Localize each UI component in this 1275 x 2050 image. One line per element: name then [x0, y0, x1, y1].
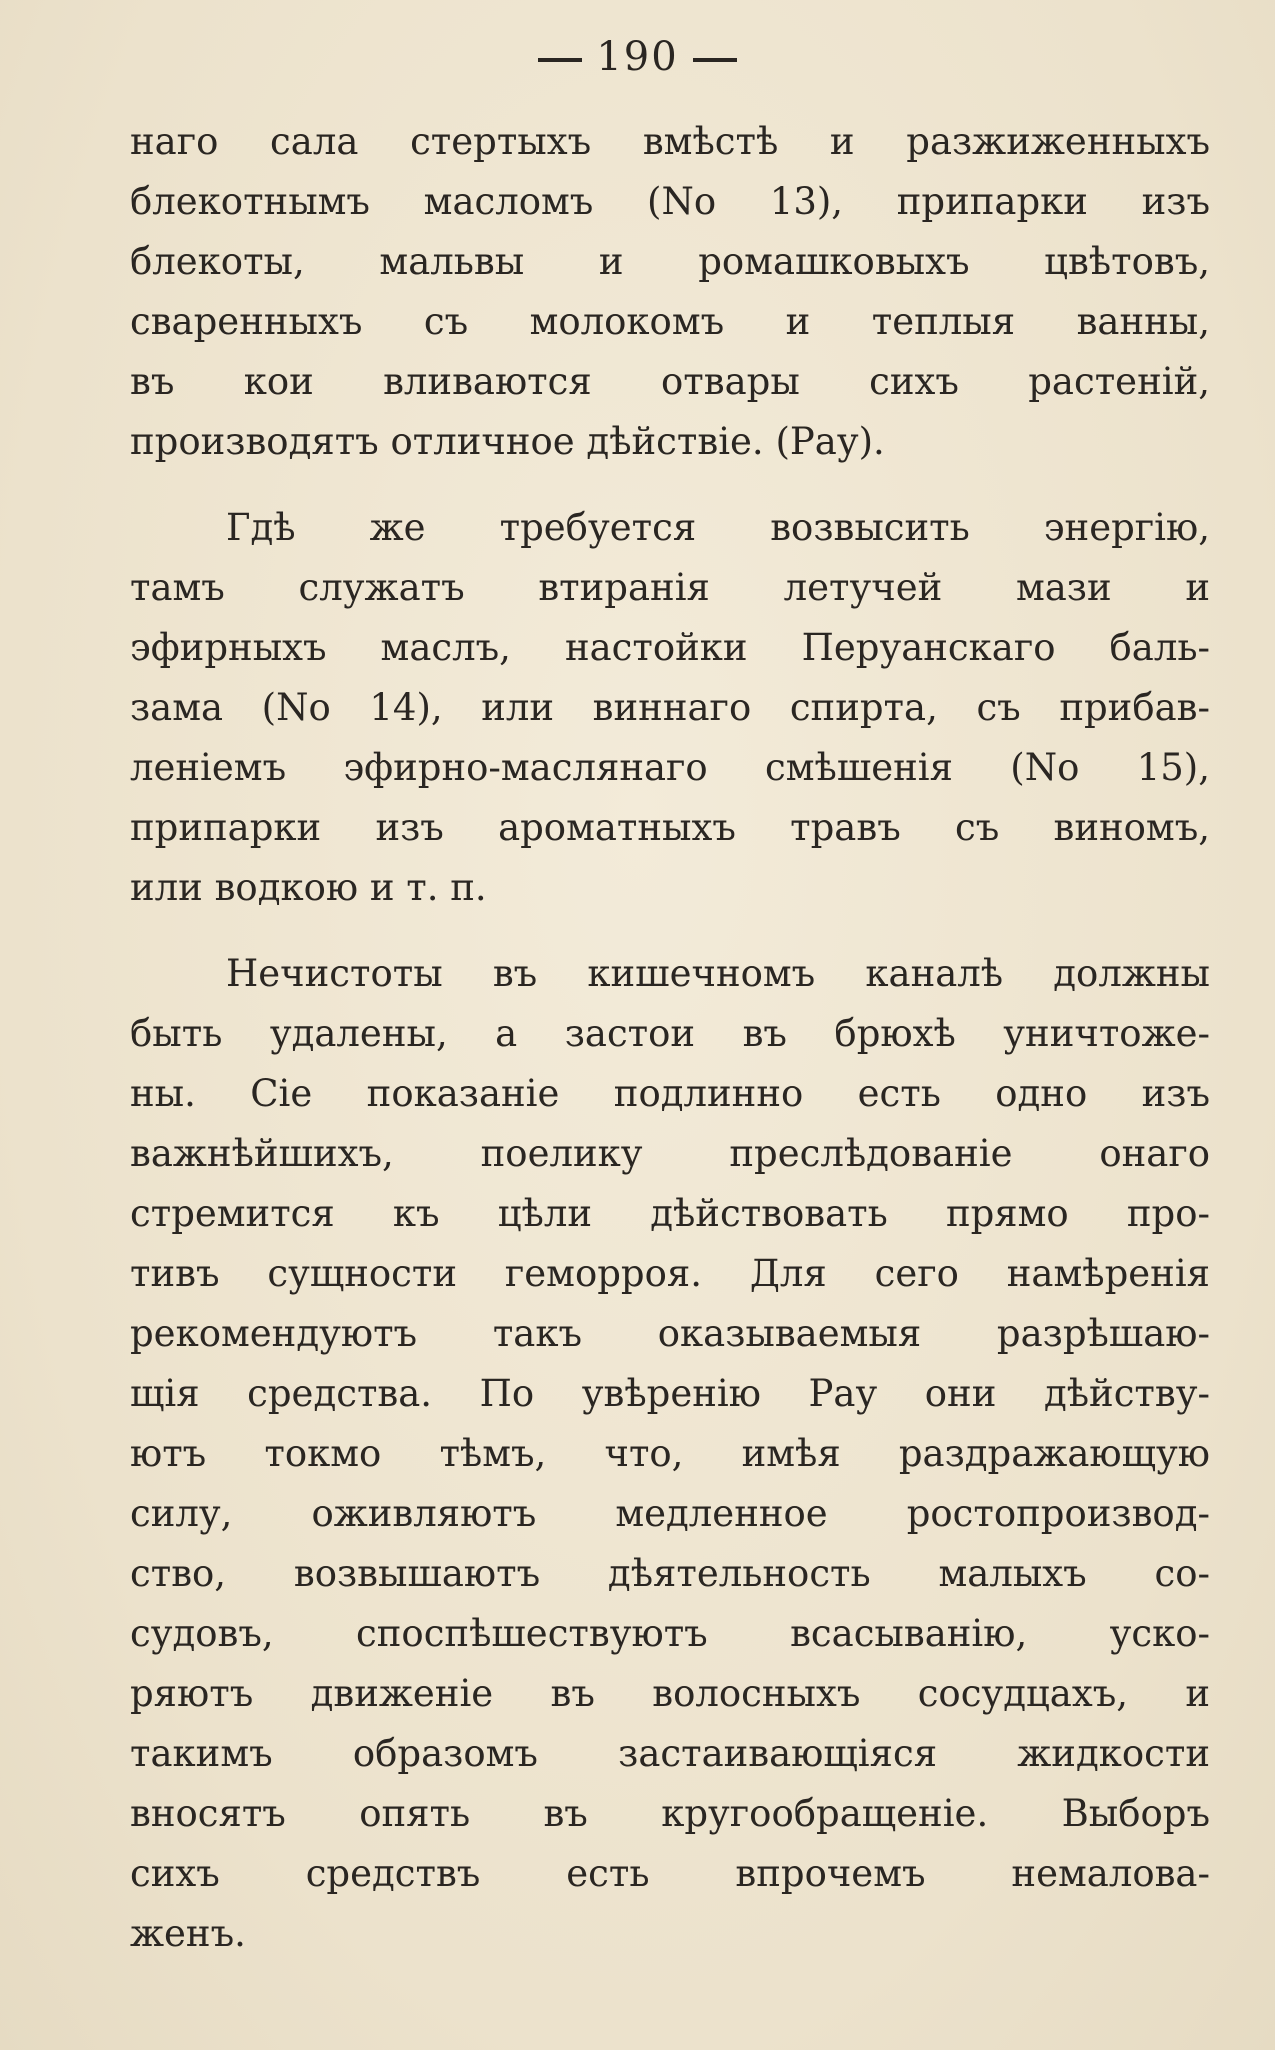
text-line: или водкою и т. п. — [130, 866, 487, 909]
text-line: ютъ токмо тѣмъ, что, имѣя раздражающую — [130, 1432, 1210, 1475]
text-line: стремится къ цѣли дѣйствовать прямо про- — [130, 1192, 1210, 1235]
text-line: ряютъ движеніе въ волосныхъ сосудцахъ, и — [130, 1672, 1210, 1715]
text-line: леніемъ эфирно-маслянаго смѣшенія (No 15), — [130, 746, 1210, 789]
text-line: наго сала стертыхъ вмѣстѣ и разжиженныхъ — [130, 120, 1210, 163]
text-line: блекотнымъ масломъ (No 13), припарки изъ — [130, 180, 1210, 223]
text-line: Нечистоты въ кишечномъ каналѣ должны — [226, 952, 1210, 995]
paragraph-2 — [130, 498, 1210, 918]
text-line: такимъ образомъ застаивающіяся жидкости — [130, 1732, 1210, 1775]
text-line: тамъ служатъ втиранія летучей мази и — [130, 566, 1210, 609]
text-line: сихъ средствъ есть впрочемъ немалова- — [130, 1852, 1210, 1895]
text-line: припарки изъ ароматныхъ травъ съ виномъ, — [130, 806, 1210, 849]
text-line: ство, возвышаютъ дѣятельность малыхъ со- — [130, 1552, 1210, 1595]
text-line: судовъ, споспѣшествуютъ всасыванію, уско- — [130, 1612, 1210, 1655]
page-header — [0, 34, 1275, 80]
body-text — [130, 112, 1210, 1990]
text-line: сваренныхъ съ молокомъ и теплыя ванны, — [130, 300, 1210, 343]
text-line: эфирныхъ маслъ, настойки Перуанскаго баль- — [130, 626, 1210, 669]
text-line: Гдѣ же требуется возвысить энергію, — [226, 506, 1210, 549]
page-number: 190 — [596, 34, 679, 80]
text-line: производятъ отличное дѣйствіе. (Рау). — [130, 420, 885, 463]
paragraph-1 — [130, 112, 1210, 472]
header-dash-right — [693, 58, 737, 62]
text-line: зама (No 14), или виннаго спирта, съ прибав- — [130, 686, 1210, 729]
text-line: щія средства. По увѣренію Рау они дѣйству- — [130, 1372, 1210, 1415]
text-line: силу, оживляютъ медленное ростопроизвод- — [130, 1492, 1210, 1535]
text-line: блекоты, мальвы и ромашковыхъ цвѣтовъ, — [130, 240, 1210, 283]
text-line: быть удалены, а застои въ брюхѣ уничтоже- — [130, 1012, 1210, 1055]
text-line: вносятъ опять въ кругообращеніе. Выборъ — [130, 1792, 1210, 1835]
text-line: рекомендуютъ такъ оказываемыя разрѣшаю- — [130, 1312, 1210, 1355]
text-line: женъ. — [130, 1912, 246, 1955]
header-dash-left — [538, 58, 582, 62]
text-line: важнѣйшихъ, поелику преслѣдованіе онаго — [130, 1132, 1210, 1175]
text-line: ны. Сіе показаніе подлинно есть одно изъ — [130, 1072, 1210, 1115]
text-line: тивъ сущности геморроя. Для сего намѣренія — [130, 1252, 1210, 1295]
text-line: въ кои вливаются отвары сихъ растеній, — [130, 360, 1210, 403]
paragraph-3 — [130, 944, 1210, 1964]
